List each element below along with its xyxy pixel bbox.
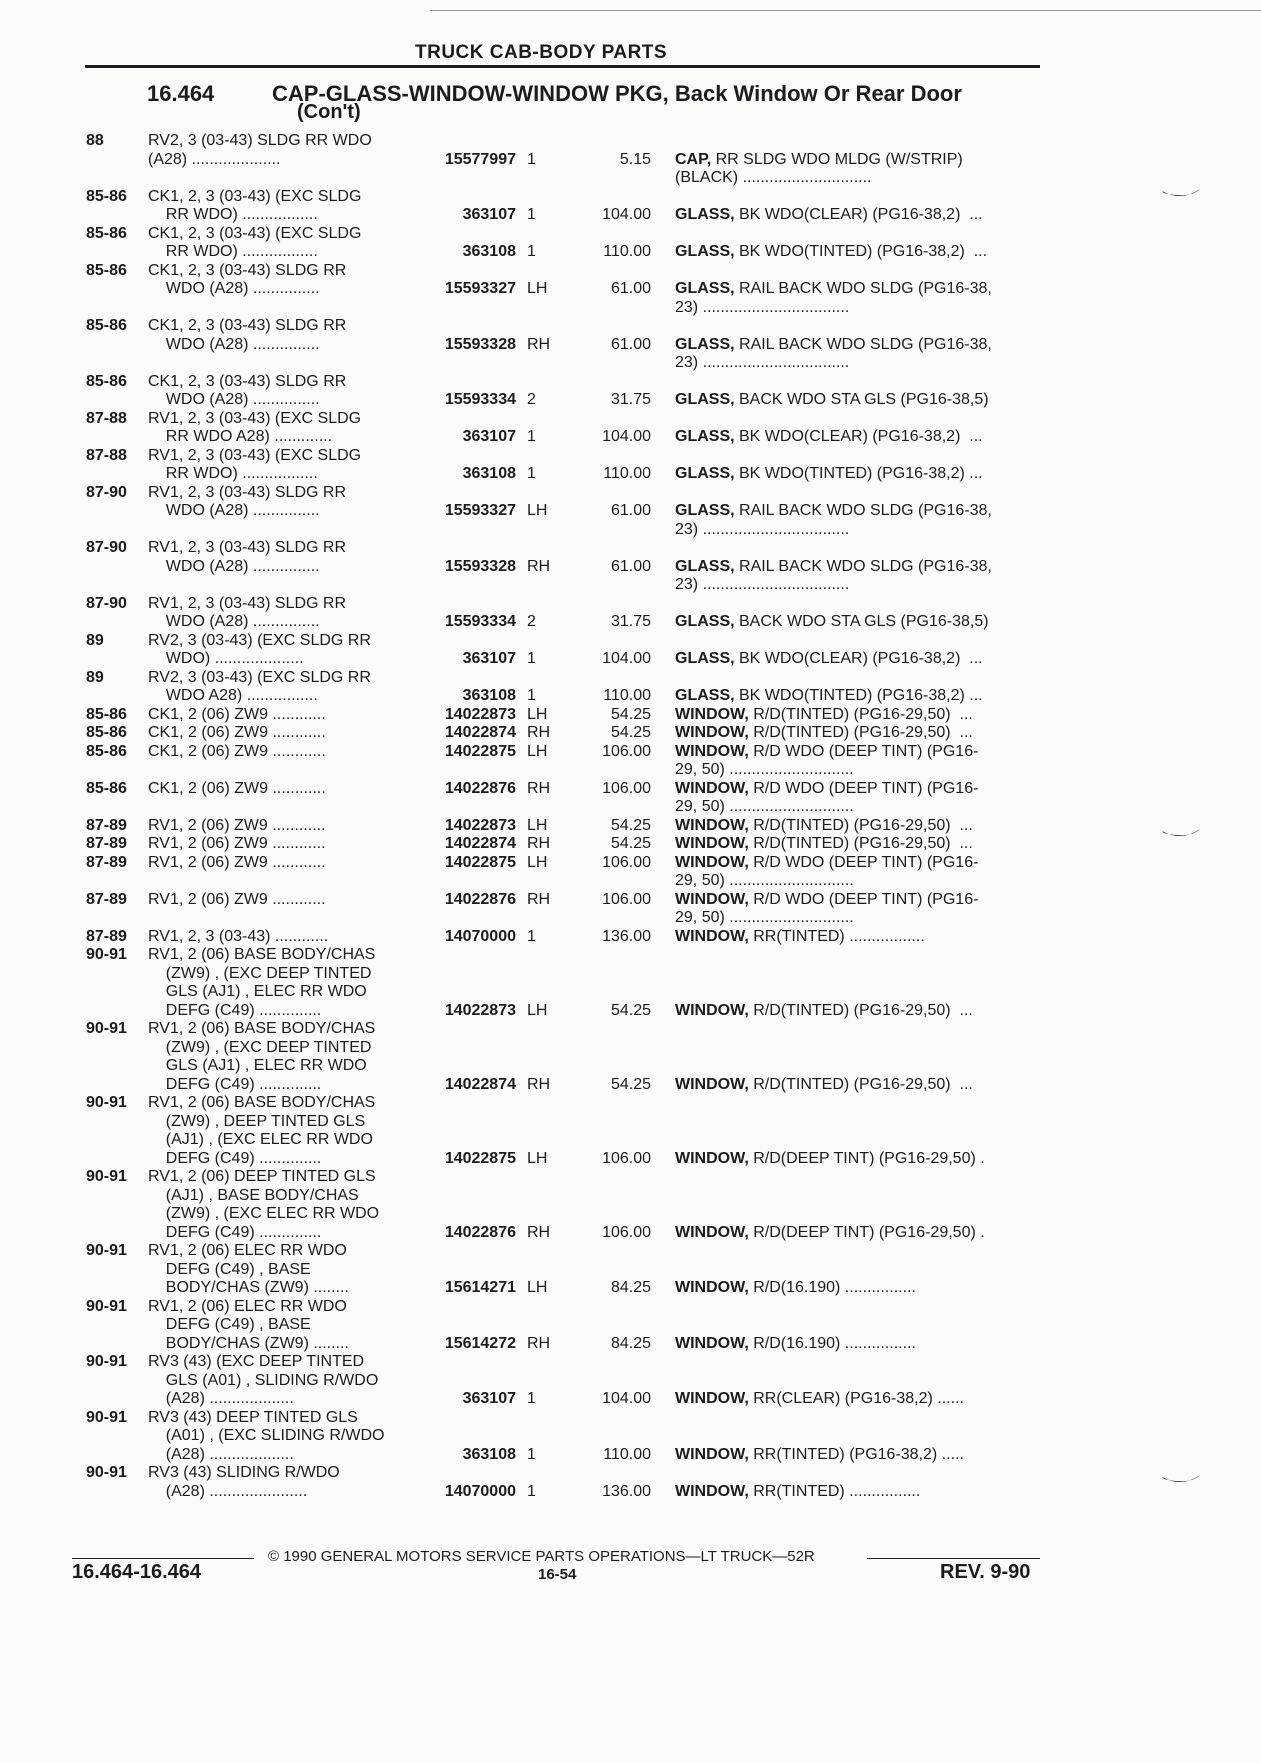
quantity: RH (527, 1223, 551, 1241)
usage-description: RV1, 2 (06) ELEC RR WDO DEFG (C49) , BASE BODY/CHAS (ZW9) ........ (148, 1297, 349, 1352)
part-name-detail: BK WDO(CLEAR) (PG16-38,2) ... (734, 650, 983, 667)
part-name-keyword: WINDOW, (675, 1445, 749, 1463)
price: 54.25 (610, 705, 651, 723)
part-name (675, 502, 1037, 539)
table-row (0, 447, 1261, 484)
part-name-detail: BK WDO(TINTED) (PG16-38,2) ... (734, 243, 988, 260)
revision-label: REV. 9-90 (940, 1561, 1031, 1583)
part-name-detail: R/D(TINTED) (PG16-29,50) ... (748, 835, 973, 852)
footer-rule-right (867, 1558, 1040, 1559)
usage-description: RV1, 2 (06) DEEP TINTED GLS (AJ1) , BASE BODY/CHAS (ZW9) , (EXC ELEC RR WDO DEFG (C49) .............. (148, 1168, 380, 1241)
table-row (0, 188, 1261, 225)
part-name (675, 391, 1037, 410)
usage-description: CK1, 2, 3 (03-43) SLDG RR WDO (A28) ............... (148, 317, 347, 353)
usage-description: RV1, 2 (06) BASE BODY/CHAS (ZW9) , (EXC DEEP TINTED GLS (AJ1) , ELEC RR WDO DEFG (C49) .............. (148, 946, 376, 1019)
footer-rule-left (72, 1558, 254, 1559)
part-number: 363107 (462, 428, 516, 445)
copyright-line: © 1990 GENERAL MOTORS SERVICE PARTS OPERATIONS—LT TRUCK—52R (268, 1548, 815, 1565)
quantity: LH (527, 853, 548, 871)
model-years: 85-86 (86, 317, 127, 334)
part-name-detail: BK WDO(CLEAR) (PG16-38,2) ... (734, 206, 983, 223)
part-number: 15593328 (444, 557, 516, 575)
part-name-keyword: WINDOW, (675, 1001, 749, 1019)
part-name (675, 280, 1037, 317)
section-range: 16.464-16.464 (72, 1561, 202, 1583)
usage-description: CK1, 2, 3 (03-43) (EXC SLDG RR WDO) ................. (148, 224, 362, 260)
price: 31.75 (610, 613, 651, 630)
model-years: 85-86 (86, 224, 127, 242)
part-name (675, 151, 1037, 188)
quantity: RH (527, 835, 551, 852)
price: 106.00 (602, 742, 651, 760)
part-name (675, 1279, 1037, 1298)
part-number: 15614271 (444, 1279, 516, 1296)
section-continued: (Con't) (297, 101, 361, 123)
model-years: 90-91 (86, 1464, 127, 1481)
part-name-keyword: WINDOW, (675, 853, 749, 871)
table-row (0, 724, 1261, 743)
usage-description: RV1, 2 (06) ZW9 ............ (148, 835, 326, 852)
binder-clip-mark (1160, 188, 1202, 200)
usage-description: RV2, 3 (03-43) (EXC SLDG RR WDO) .................... (148, 631, 371, 667)
part-name-keyword: WINDOW, (675, 1390, 749, 1407)
part-name-keyword: WINDOW, (675, 779, 749, 797)
table-row (0, 1168, 1261, 1242)
quantity: LH (527, 1279, 548, 1296)
usage-description: RV3 (43) (EXC DEEP TINTED GLS (A01) , SLIDING R/WDO (A28) ................... (148, 1353, 379, 1407)
model-years: 90-91 (86, 1297, 127, 1315)
page-number: 16-54 (538, 1566, 577, 1583)
table-row (0, 373, 1261, 410)
part-name-keyword: GLASS, (675, 243, 735, 260)
part-number: 363108 (462, 243, 516, 260)
part-name-keyword: CAP, (675, 150, 712, 168)
part-name (675, 1076, 1037, 1095)
price: 106.00 (602, 779, 651, 797)
table-row (0, 539, 1261, 595)
table-row (0, 706, 1261, 725)
quantity: RH (527, 1075, 551, 1093)
part-number: 15593327 (444, 502, 516, 519)
usage-description: RV1, 2 (06) ELEC RR WDO DEFG (C49) , BASE BODY/CHAS (ZW9) ........ (148, 1242, 349, 1296)
part-name-keyword: GLASS, (675, 391, 735, 408)
price: 104.00 (602, 1390, 651, 1407)
model-years: 90-91 (86, 946, 127, 963)
part-number: 14070000 (444, 1482, 516, 1500)
quantity: 2 (527, 613, 536, 630)
price: 84.25 (610, 1279, 651, 1296)
part-number: 14022874 (444, 835, 516, 852)
model-years: 85-86 (86, 705, 127, 723)
usage-description: CK1, 2, 3 (03-43) (EXC SLDG RR WDO) ................. (148, 187, 362, 223)
part-name (675, 835, 1037, 854)
model-years: 90-91 (86, 1408, 127, 1426)
part-name-detail: R/D(DEEP TINT) (PG16-29,50) . (748, 1149, 985, 1167)
usage-description: RV3 (43) DEEP TINTED GLS (A01) , (EXC SLIDING R/WDO (A28) ................... (148, 1408, 385, 1463)
price: 84.25 (610, 1334, 651, 1352)
model-years: 88 (86, 132, 104, 149)
table-row (0, 1094, 1261, 1168)
quantity: 1 (527, 243, 536, 260)
quantity: 1 (527, 150, 536, 168)
model-years: 90-91 (86, 1094, 127, 1111)
price: 136.00 (602, 1482, 651, 1500)
page-title: TRUCK CAB-BODY PARTS (415, 42, 668, 63)
table-row (0, 891, 1261, 928)
part-name-detail: R/D(TINTED) (PG16-29,50) ... (748, 1001, 973, 1019)
part-name-detail: BK WDO(CLEAR) (PG16-38,2) ... (734, 428, 983, 445)
part-name (675, 687, 1037, 706)
part-number: 14022874 (444, 1075, 516, 1093)
model-years: 85-86 (86, 742, 127, 760)
quantity: 1 (527, 650, 536, 667)
table-row (0, 632, 1261, 669)
usage-description: RV1, 2 (06) ZW9 ............ (148, 890, 326, 908)
part-name-keyword: GLASS, (675, 206, 735, 223)
part-name-detail: BK WDO(TINTED) (PG16-38,2) ... (734, 687, 983, 704)
table-row (0, 743, 1261, 780)
part-number: 14022875 (444, 742, 516, 760)
model-years: 89 (86, 668, 104, 686)
part-name (675, 780, 1037, 817)
part-name (675, 613, 1037, 632)
model-years: 85-86 (86, 779, 127, 797)
part-number: 15593328 (444, 335, 516, 353)
usage-description: CK1, 2 (06) ZW9 ............ (148, 742, 326, 760)
price: 106.00 (602, 1149, 651, 1167)
part-name-detail: R/D(TINTED) (PG16-29,50) ... (748, 816, 973, 834)
part-name-detail: RR(CLEAR) (PG16-38,2) ...... (748, 1390, 964, 1407)
table-row (0, 669, 1261, 706)
quantity: RH (527, 779, 551, 797)
part-name (675, 336, 1037, 373)
model-years: 87-89 (86, 816, 127, 834)
price: 54.25 (610, 1001, 651, 1019)
model-years: 90-91 (86, 1168, 127, 1185)
usage-description: RV3 (43) SLIDING R/WDO (A28) ...................... (148, 1464, 340, 1500)
table-row (0, 854, 1261, 891)
part-number: 14022875 (444, 1149, 516, 1167)
quantity: 1 (527, 1445, 536, 1463)
quantity: LH (527, 705, 548, 723)
parts-list (0, 132, 1261, 1532)
table-row (0, 1020, 1261, 1094)
part-name (675, 1390, 1037, 1409)
part-name (675, 465, 1037, 484)
quantity: RH (527, 1334, 551, 1352)
model-years: 85-86 (86, 724, 127, 741)
price: 54.25 (610, 1075, 651, 1093)
part-name-keyword: WINDOW, (675, 816, 749, 834)
quantity: LH (527, 280, 548, 297)
quantity: 1 (527, 687, 536, 704)
part-name (675, 243, 1037, 262)
usage-description: RV2, 3 (03-43) (EXC SLDG RR WDO A28) ................ (148, 668, 371, 704)
table-row (0, 817, 1261, 836)
usage-description: RV1, 2, 3 (03-43) SLDG RR WDO (A28) ............... (148, 483, 347, 519)
part-name (675, 743, 1037, 780)
quantity: LH (527, 1001, 548, 1019)
part-number: 15593334 (444, 391, 516, 408)
usage-description: CK1, 2, 3 (03-43) SLDG RR WDO (A28) ............... (148, 261, 347, 297)
model-years: 87-88 (86, 409, 127, 427)
part-name (675, 1150, 1037, 1169)
model-years: 87-88 (86, 446, 127, 464)
part-name (675, 1002, 1037, 1021)
price: 104.00 (602, 650, 651, 667)
quantity: 1 (527, 1482, 536, 1500)
part-name-detail: RAIL BACK WDO SLDG (PG16-38, 23) ................................. (675, 502, 992, 538)
part-name-detail: RAIL BACK WDO SLDG (PG16-38, 23) ................................. (675, 280, 992, 316)
quantity: RH (527, 335, 551, 353)
part-name-detail: R/D(DEEP TINT) (PG16-29,50) . (748, 1223, 985, 1241)
table-row (0, 484, 1261, 540)
part-name (675, 724, 1037, 743)
part-name-detail: BACK WDO STA GLS (PG16-38,5) (734, 391, 989, 408)
part-name-keyword: WINDOW, (675, 1482, 749, 1500)
price: 61.00 (610, 280, 651, 297)
part-number: 15593327 (444, 280, 516, 297)
usage-description: CK1, 2, 3 (03-43) SLDG RR WDO (A28) ............... (148, 372, 347, 408)
usage-description: RV2, 3 (03-43) SLDG RR WDO (A28) .................... (148, 132, 372, 168)
part-name (675, 206, 1037, 225)
part-name-keyword: GLASS, (675, 687, 735, 704)
part-number: 14022873 (444, 816, 516, 834)
part-name (675, 891, 1037, 928)
model-years: 87-89 (86, 835, 127, 852)
table-row (0, 317, 1261, 373)
quantity: 1 (527, 206, 536, 223)
part-name-keyword: WINDOW, (675, 742, 749, 760)
usage-description: CK1, 2 (06) ZW9 ............ (148, 779, 326, 797)
price: 54.25 (610, 835, 651, 852)
quantity: 1 (527, 1390, 536, 1407)
part-name (675, 817, 1037, 836)
header-rule (85, 65, 1040, 68)
usage-description: RV1, 2, 3 (03-43) (EXC SLDG RR WDO) ................. (148, 446, 362, 482)
price: 104.00 (602, 206, 651, 223)
table-row (0, 835, 1261, 854)
price: 106.00 (602, 890, 651, 908)
model-years: 90-91 (86, 1020, 127, 1037)
part-name (675, 428, 1037, 447)
part-name-keyword: GLASS, (675, 650, 735, 667)
model-years: 87-90 (86, 483, 127, 501)
part-number: 363108 (462, 465, 516, 482)
table-row (0, 1409, 1261, 1465)
price: 110.00 (603, 465, 651, 482)
top-edge-line (430, 10, 1261, 11)
model-years: 89 (86, 631, 104, 649)
part-name-detail: RR(TINTED) ................ (748, 1482, 921, 1500)
quantity: 1 (527, 465, 536, 482)
part-name-keyword: WINDOW, (675, 724, 749, 741)
part-name (675, 1446, 1037, 1465)
table-row (0, 262, 1261, 318)
price: 136.00 (602, 927, 651, 945)
part-number: 14022876 (444, 779, 516, 797)
part-name-detail: R/D WDO (DEEP TINT) (PG16- 29, 50) ............................ (675, 742, 979, 778)
quantity: 1 (527, 428, 536, 445)
table-row (0, 1353, 1261, 1409)
part-name-keyword: GLASS, (675, 613, 735, 630)
part-number: 363108 (462, 1445, 516, 1463)
part-name-keyword: WINDOW, (675, 1149, 749, 1167)
price: 110.00 (603, 687, 651, 704)
price: 110.00 (603, 243, 651, 260)
model-years: 87-90 (86, 539, 127, 556)
part-number: 14022876 (444, 890, 516, 908)
part-name-keyword: WINDOW, (675, 835, 749, 852)
part-name-keyword: GLASS, (675, 280, 735, 297)
price: 106.00 (602, 853, 651, 871)
part-number: 15577997 (444, 150, 516, 168)
part-number: 14022875 (444, 853, 516, 871)
quantity: LH (527, 742, 548, 760)
part-name (675, 650, 1037, 669)
table-row (0, 132, 1261, 188)
part-name-keyword: GLASS, (675, 557, 735, 575)
part-name-keyword: WINDOW, (675, 1279, 749, 1296)
model-years: 87-90 (86, 594, 127, 612)
model-years: 90-91 (86, 1353, 127, 1370)
usage-description: RV1, 2, 3 (03-43) (EXC SLDG RR WDO A28) ............. (148, 409, 362, 445)
table-row (0, 410, 1261, 447)
part-name-detail: R/D(16.190) ................ (748, 1279, 916, 1296)
table-row (0, 225, 1261, 262)
part-name-detail: R/D(TINTED) (PG16-29,50) ... (748, 1075, 973, 1093)
model-years: 87-89 (86, 890, 127, 908)
part-name-detail: R/D WDO (DEEP TINT) (PG16- 29, 50) ............................ (675, 779, 979, 815)
price: 54.25 (610, 724, 651, 741)
usage-description: RV1, 2, 3 (03-43) ............ (148, 927, 329, 945)
part-number: 363107 (462, 1390, 516, 1407)
part-name (675, 706, 1037, 725)
part-name-keyword: WINDOW, (675, 1334, 749, 1352)
part-name-detail: RR SLDG WDO MLDG (W/STRIP) (BLACK) ............................. (675, 150, 963, 186)
price: 61.00 (610, 557, 651, 575)
price: 106.00 (602, 1223, 651, 1241)
part-name-keyword: GLASS, (675, 335, 735, 353)
quantity: LH (527, 502, 548, 519)
part-name-detail: RR(TINTED) ................. (748, 927, 925, 945)
usage-description: CK1, 2 (06) ZW9 ............ (148, 724, 326, 741)
part-name-detail: R/D(TINTED) (PG16-29,50) ... (748, 705, 973, 723)
part-name-detail: RAIL BACK WDO SLDG (PG16-38, 23) ................................. (675, 557, 992, 593)
usage-description: RV1, 2, 3 (03-43) SLDG RR WDO (A28) ............... (148, 539, 347, 575)
part-name-keyword: WINDOW, (675, 1075, 749, 1093)
table-row (0, 946, 1261, 1020)
price: 110.00 (603, 1445, 651, 1463)
part-number: 15614272 (444, 1334, 516, 1352)
price: 61.00 (610, 335, 651, 353)
model-years: 85-86 (86, 261, 127, 279)
part-number: 14022873 (444, 705, 516, 723)
section-title: CAP-GLASS-WINDOW-WINDOW PKG, Back Window Or Rear Door (272, 81, 962, 106)
usage-description: RV1, 2 (06) BASE BODY/CHAS (ZW9) , (EXC DEEP TINTED GLS (AJ1) , ELEC RR WDO DEFG (C49) .............. (148, 1020, 376, 1093)
table-row (0, 1298, 1261, 1354)
model-years: 87-89 (86, 927, 127, 945)
model-years: 85-86 (86, 187, 127, 205)
table-row (0, 595, 1261, 632)
part-number: 14022876 (444, 1223, 516, 1241)
part-name (675, 928, 1037, 947)
part-name-keyword: GLASS, (675, 428, 735, 445)
part-name-detail: R/D WDO (DEEP TINT) (PG16- 29, 50) ............................ (675, 890, 979, 926)
part-name-keyword: WINDOW, (675, 890, 749, 908)
part-name (675, 1335, 1037, 1354)
model-years: 85-86 (86, 372, 127, 390)
part-number: 363107 (462, 206, 516, 223)
quantity: RH (527, 724, 551, 741)
price: 61.00 (610, 502, 651, 519)
quantity: LH (527, 816, 548, 834)
part-name-detail: R/D(TINTED) (PG16-29,50) ... (748, 724, 973, 741)
part-name-detail: R/D WDO (DEEP TINT) (PG16- 29, 50) ............................ (675, 853, 979, 889)
usage-description: CK1, 2 (06) ZW9 ............ (148, 705, 326, 723)
part-number: 363107 (462, 650, 516, 667)
part-name-keyword: WINDOW, (675, 927, 749, 945)
part-number: 15593334 (444, 613, 516, 630)
part-number: 14022873 (444, 1001, 516, 1019)
part-number: 363108 (462, 687, 516, 704)
table-row (0, 780, 1261, 817)
part-name (675, 1483, 1037, 1502)
binder-clip-mark (1160, 1474, 1202, 1486)
part-name-detail: RAIL BACK WDO SLDG (PG16-38, 23) ................................. (675, 335, 992, 371)
section-number: 16.464 (147, 81, 215, 106)
model-years: 87-89 (86, 853, 127, 871)
price: 54.25 (610, 816, 651, 834)
model-years: 90-91 (86, 1242, 127, 1259)
price: 5.15 (619, 150, 651, 168)
usage-description: RV1, 2, 3 (03-43) SLDG RR WDO (A28) ............... (148, 594, 347, 630)
quantity: 2 (527, 391, 536, 408)
quantity: RH (527, 557, 551, 575)
price: 31.75 (610, 391, 651, 408)
part-name-detail: R/D(16.190) ................ (748, 1334, 916, 1352)
part-name (675, 854, 1037, 891)
part-number: 14070000 (444, 927, 516, 945)
part-name-keyword: WINDOW, (675, 1223, 749, 1241)
part-name-keyword: GLASS, (675, 465, 735, 482)
part-number: 14022874 (444, 724, 516, 741)
part-name (675, 558, 1037, 595)
quantity: LH (527, 1149, 548, 1167)
part-name-detail: RR(TINTED) (PG16-38,2) ..... (748, 1445, 964, 1463)
binder-clip-mark (1160, 828, 1202, 840)
part-name-detail: BK WDO(TINTED) (PG16-38,2) ... (734, 465, 983, 482)
usage-description: RV1, 2 (06) BASE BODY/CHAS (ZW9) , DEEP TINTED GLS (AJ1) , (EXC ELEC RR WDO DEFG (C49) .............. (148, 1094, 376, 1167)
usage-description: RV1, 2 (06) ZW9 ............ (148, 853, 326, 871)
table-row (0, 928, 1261, 947)
table-row (0, 1464, 1261, 1501)
part-name-keyword: GLASS, (675, 502, 735, 519)
part-name-keyword: WINDOW, (675, 705, 749, 723)
part-name (675, 1224, 1037, 1243)
quantity: 1 (527, 927, 536, 945)
quantity: RH (527, 890, 551, 908)
table-row (0, 1242, 1261, 1298)
price: 104.00 (602, 428, 651, 445)
part-name-detail: BACK WDO STA GLS (PG16-38,5) (734, 613, 989, 630)
usage-description: RV1, 2 (06) ZW9 ............ (148, 816, 326, 834)
